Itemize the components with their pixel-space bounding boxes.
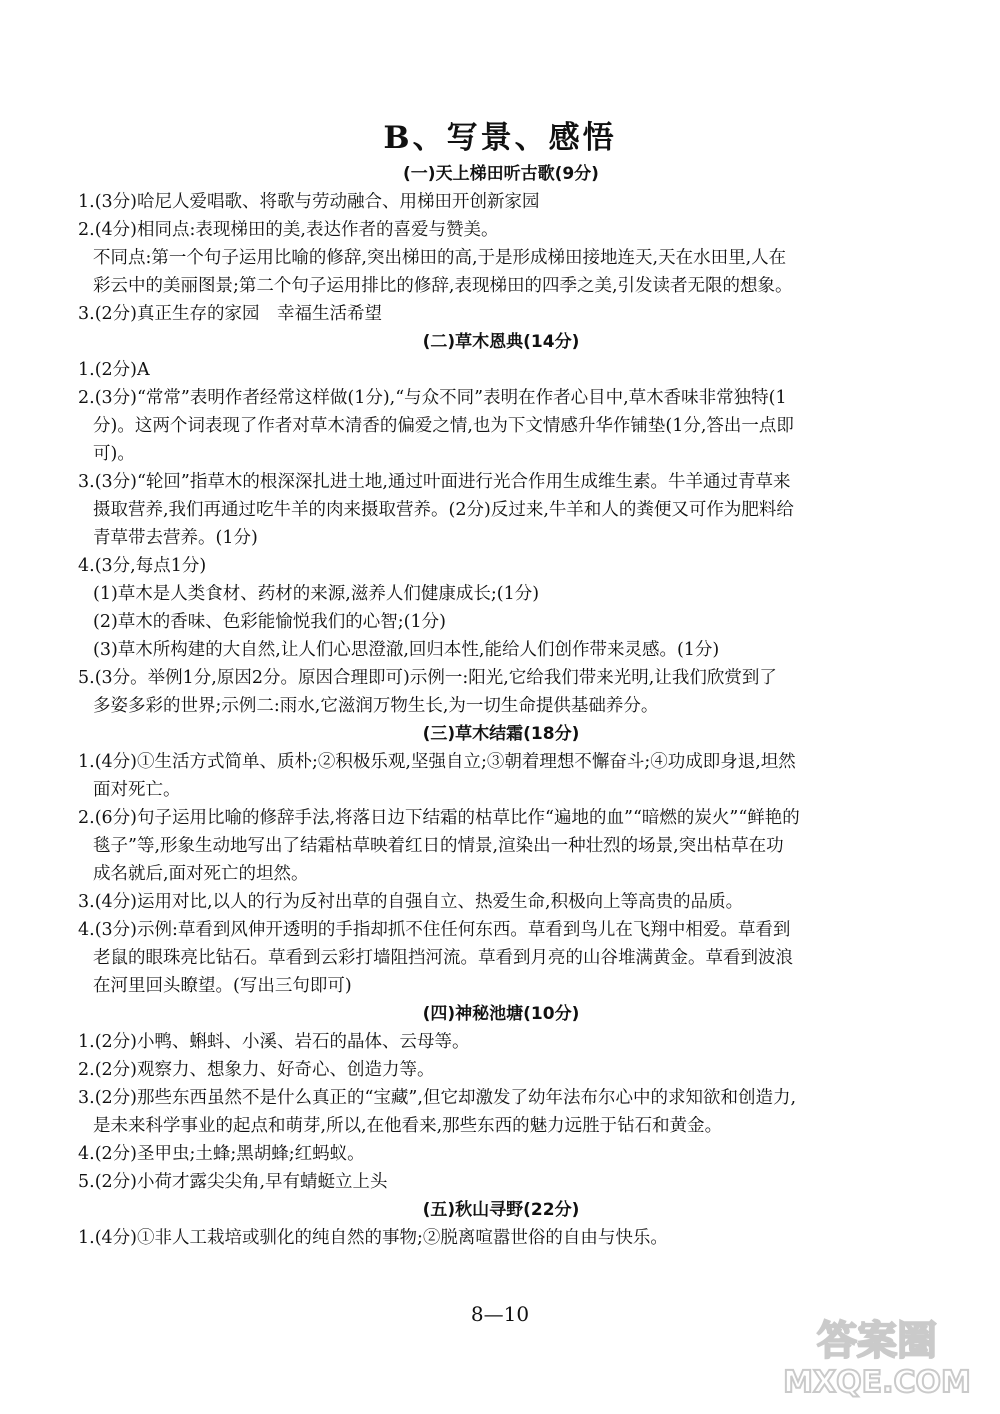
watermark-top-text: 答案圈 xyxy=(817,1318,937,1364)
answer-line-continued: 毯子”等,形象生动地写出了结霜枯草映着红日的情景,渲染出一种壮烈的场景,突出枯草在功 xyxy=(93,836,784,856)
answer-item xyxy=(78,888,924,916)
section-heading: (四)神秘池塘(10分) xyxy=(422,1004,580,1024)
answer-line: 3.(4分)运用对比,以人的行为反衬出草的自强自立、热爱生命,积极向上等高贵的品质。 xyxy=(78,892,744,912)
answer-line-continued: 是未来科学事业的起点和萌芽,所以,在他看来,那些东西的魅力远胜于钻石和黄金。 xyxy=(93,1116,723,1136)
answer-line-continued: 分)。这两个词表现了作者对草木清香的偏爱之情,也为下文情感升华作铺垫(1分,答出一点即 xyxy=(93,416,794,436)
answer-line-continued: 面对死亡。 xyxy=(93,780,181,800)
answer-item xyxy=(78,748,924,804)
answer-item xyxy=(78,1056,924,1084)
answer-item xyxy=(78,804,924,888)
answer-item xyxy=(78,552,924,664)
answer-line: 3.(2分)真正生存的家园 幸福生活希望 xyxy=(78,304,382,324)
answer-line: 4.(2分)圣甲虫;土蜂;黑胡蜂;红蚂蚁。 xyxy=(78,1144,365,1164)
answer-line: 3.(3分)“轮回”指草木的根深深扎进土地,通过叶面进行光合作用生成维生素。牛羊通过青草来 xyxy=(78,472,791,492)
answer-line: 5.(2分)小荷才露尖尖角,早有蜻蜓立上头 xyxy=(78,1172,388,1192)
answer-line: 1.(4分)①生活方式简单、质朴;②积极乐观,坚强自立;③朝着理想不懈奋斗;④功成即身退,坦然 xyxy=(78,752,796,772)
answer-item xyxy=(78,300,924,328)
answer-line: 4.(3分)示例:草看到风伸开透明的手指却抓不住任何东西。草看到鸟儿在飞翔中相爱。草看到 xyxy=(78,920,791,940)
answer-subline: (2)草木的香味、色彩能愉悦我们的心智;(1分) xyxy=(93,612,446,632)
section-heading: (一)天上梯田听古歌(9分) xyxy=(403,164,599,184)
answer-item xyxy=(78,188,924,216)
answer-line: 1.(2分)A xyxy=(78,360,150,380)
answer-item xyxy=(78,356,924,384)
answer-line: 1.(3分)哈尼人爱唱歌、将歌与劳动融合、用梯田开创新家园 xyxy=(78,192,540,212)
answer-item xyxy=(78,1168,924,1196)
answer-line: 5.(3分。举例1分,原因2分。原因合理即可)示例一:阳光,它给我们带来光明,让我们欣赏到了 xyxy=(78,668,777,688)
answer-subline: (3)草木所构建的大自然,让人们心思澄澈,回归本性,能给人们创作带来灵感。(1分) xyxy=(93,640,720,660)
section-heading: (三)草木结霜(18分) xyxy=(422,724,580,744)
answer-line: 1.(4分)①非人工栽培或驯化的纯自然的事物;②脱离喧嚣世俗的自由与快乐。 xyxy=(78,1228,668,1248)
answer-line: 2.(3分)“常常”表明作者经常这样做(1分),“与众不同”表明在作者心目中,草木香味非常独特(1 xyxy=(78,388,787,408)
answer-content xyxy=(78,160,924,1252)
answer-subline: 彩云中的美丽图景;第二个句子运用排比的修辞,表现梯田的四季之美,引发读者无限的想象。 xyxy=(93,276,793,296)
answer-subline: 不同点:第一个句子运用比喻的修辞,突出梯田的高,于是形成梯田接地连天,天在水田里,人在 xyxy=(93,248,787,268)
answer-item xyxy=(78,1140,924,1168)
answer-line: 3.(2分)那些东西虽然不是什么真正的“宝藏”,但它却激发了幼年法布尔心中的求知欲和创造力, xyxy=(78,1088,797,1108)
page-number: 8—10 xyxy=(470,1302,530,1326)
answer-item xyxy=(78,664,924,720)
answer-line-continued: 摄取营养,我们再通过吃牛羊的肉来摄取营养。(2分)反过来,牛羊和人的粪便又可作为肥料给 xyxy=(93,500,794,520)
answer-item xyxy=(78,916,924,1000)
answer-line-continued: 老鼠的眼珠亮比钻石。草看到云彩打墙阻挡河流。草看到月亮的山谷堆满黄金。草看到波浪 xyxy=(93,948,793,968)
answer-item xyxy=(78,216,924,300)
answer-item xyxy=(78,468,924,552)
watermark-logo xyxy=(782,1310,972,1400)
answer-subline: (1)草木是人类食材、药材的来源,滋养人们健康成长;(1分) xyxy=(93,584,540,604)
answer-item xyxy=(78,1028,924,1056)
answer-line-continued: 多姿多彩的世界;示例二:雨水,它滋润万物生长,为一切生命提供基础养分。 xyxy=(93,696,659,716)
answer-line-continued: 成名就后,面对死亡的坦然。 xyxy=(93,864,309,884)
answer-line: 4.(3分,每点1分) xyxy=(78,556,207,576)
answer-line: 2.(6分)句子运用比喻的修辞手法,将落日边下结霜的枯草比作“遍地的血”“暗燃的炭火”“鲜艳的 xyxy=(78,808,800,828)
answer-item xyxy=(78,384,924,468)
answer-line-continued: 可)。 xyxy=(93,444,135,464)
answer-line: 1.(2分)小鸭、蝌蚪、小溪、岩石的晶体、云母等。 xyxy=(78,1032,470,1052)
answer-item xyxy=(78,1224,924,1252)
answer-line: 2.(2分)观察力、想象力、好奇心、创造力等。 xyxy=(78,1060,435,1080)
page-title: B、写景、感悟 xyxy=(383,120,617,156)
answer-item xyxy=(78,1084,924,1140)
answer-line-continued: 在河里回头瞭望。(写出三句即可) xyxy=(93,976,352,996)
watermark-bottom-text: MXQE.COM xyxy=(783,1365,971,1400)
section-heading: (五)秋山寻野(22分) xyxy=(422,1200,580,1220)
section-heading: (二)草木恩典(14分) xyxy=(422,332,580,352)
answer-line-continued: 青草带去营养。(1分) xyxy=(93,528,258,548)
answer-line: 2.(4分)相同点:表现梯田的美,表达作者的喜爱与赞美。 xyxy=(78,220,499,240)
